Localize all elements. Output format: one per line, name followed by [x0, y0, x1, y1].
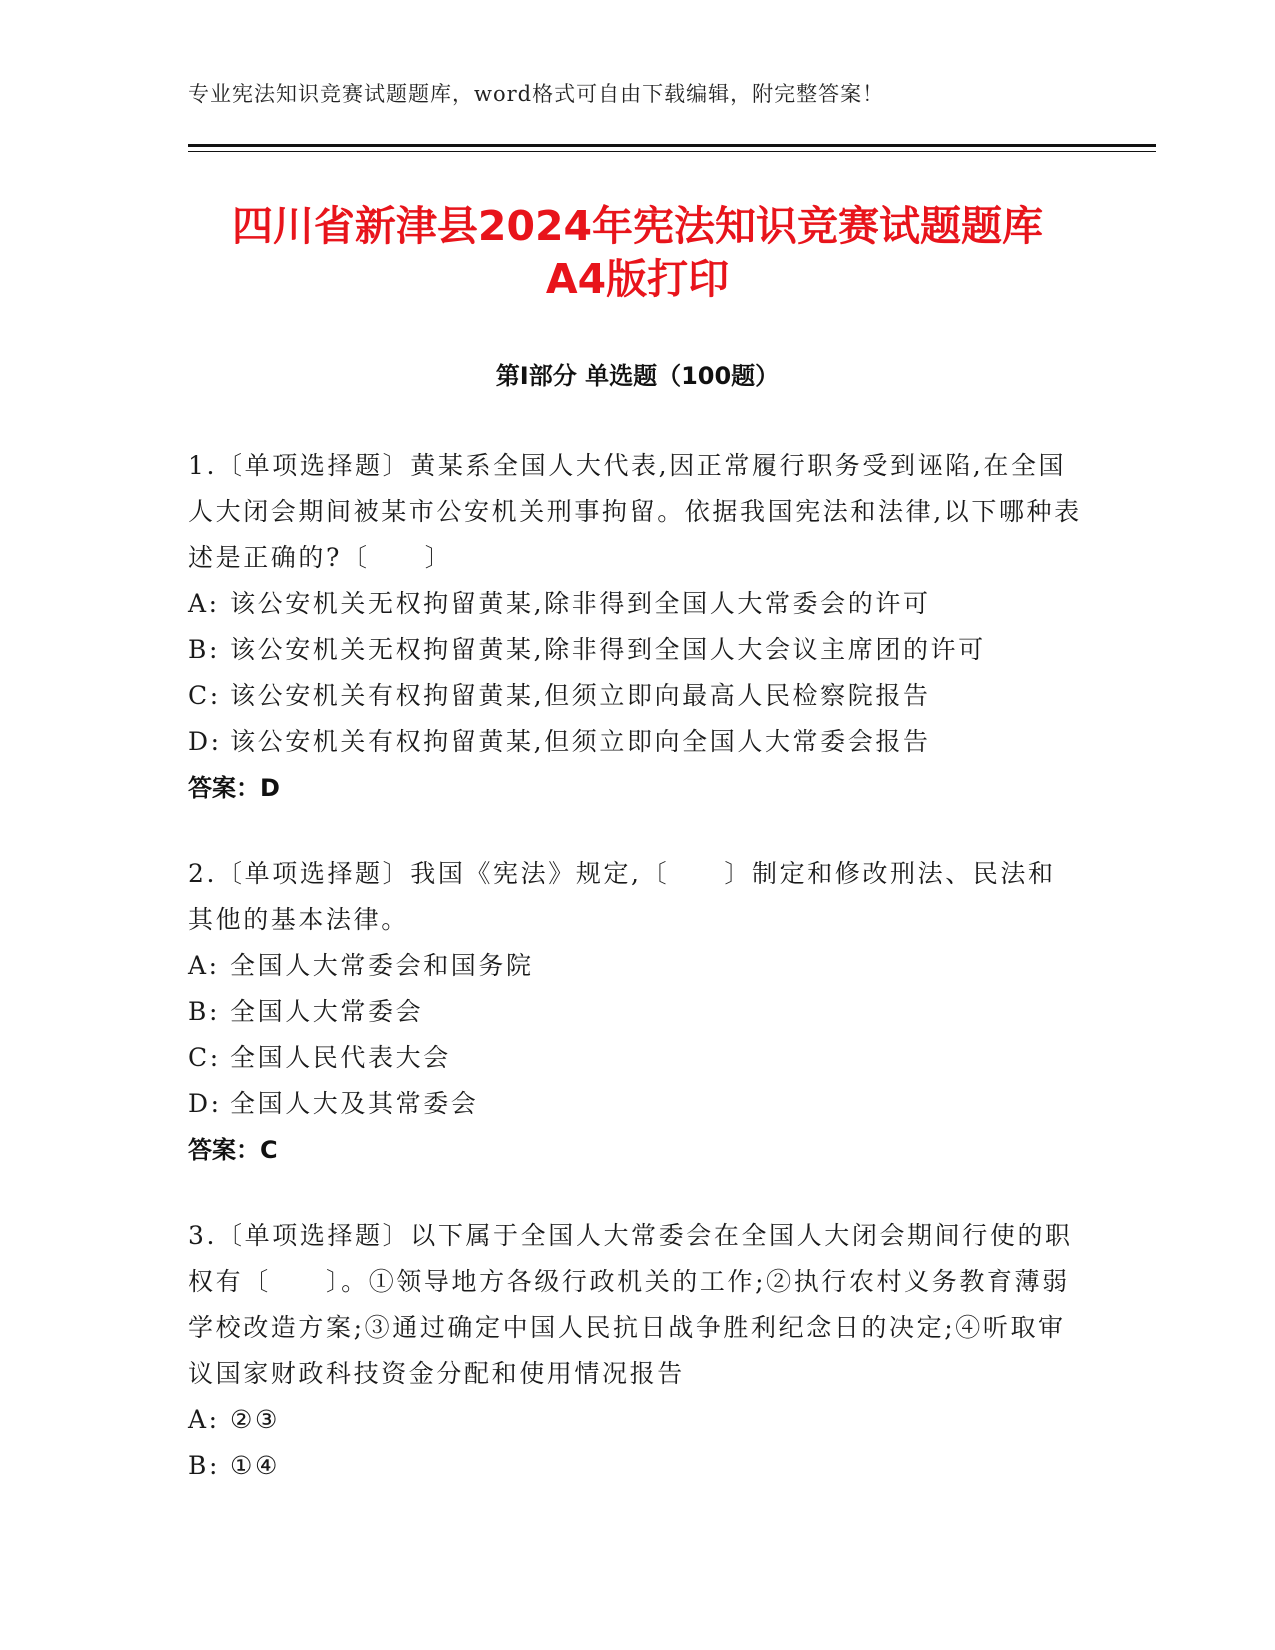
option-c [188, 1035, 1083, 1081]
title-line-2: A4版打印 [545, 255, 730, 303]
question-3 [188, 1213, 1083, 1489]
option-text: 该公安机关有权拘留黄某,但须立即向最高人民检察院报告 [230, 681, 931, 710]
option-letter: B: [188, 635, 220, 664]
question-stem: 1.〔单项选择题〕黄某系全国人大代表,因正常履行职务受到诬陷,在全国人大闭会期间被某市公安机关刑事拘留。依据我国宪法和法律,以下哪种表述是正确的?〔 〕 [188, 451, 1082, 572]
option-b [188, 627, 1083, 673]
question-2 [188, 851, 1083, 1173]
option-c [188, 673, 1083, 719]
question-list [188, 443, 1083, 1529]
header-note: 专业宪法知识竞赛试题题库，word格式可自由下载编辑，附完整答案！ [188, 82, 885, 106]
title-line-1: 四川省新津县2024年宪法知识竞赛试题题库 [231, 202, 1044, 250]
option-text: ②③ [230, 1405, 281, 1434]
option-letter: D: [188, 1089, 222, 1118]
option-text: ①④ [230, 1451, 281, 1480]
option-a [188, 581, 1083, 627]
question-stem: 3.〔单项选择题〕以下属于全国人大常委会在全国人大闭会期间行使的职权有〔 〕。①领导地方各级行政机关的工作;②执行农村义务教育薄弱学校改造方案;③通过确定中国人民抗日战争胜利纪念日的决定;④听取审议国家财政科技资金分配和使用情况报告 [188, 1221, 1073, 1388]
answer-line: 答案：C [188, 1136, 278, 1164]
option-a [188, 1397, 1083, 1443]
question-stem: 2.〔单项选择题〕我国《宪法》规定,〔 〕制定和修改刑法、民法和其他的基本法律。 [188, 859, 1056, 934]
option-letter: A: [188, 589, 220, 618]
document-title [140, 200, 1135, 306]
option-text: 该公安机关无权拘留黄某,除非得到全国人大常委会的许可 [230, 589, 931, 618]
option-letter: B: [188, 997, 220, 1026]
option-text: 全国人大常委会 [230, 997, 424, 1026]
header-rule-thick [188, 144, 1156, 147]
option-letter: C: [188, 681, 221, 710]
option-text: 全国人大常委会和国务院 [230, 951, 534, 980]
option-letter: D: [188, 727, 222, 756]
option-text: 该公安机关无权拘留黄某,除非得到全国人大会议主席团的许可 [230, 635, 986, 664]
option-text: 全国人大及其常委会 [230, 1089, 479, 1118]
answer-line: 答案：D [188, 774, 280, 802]
question-1 [188, 443, 1083, 811]
option-b [188, 1443, 1083, 1489]
option-b [188, 989, 1083, 1035]
option-letter: A: [188, 1405, 220, 1434]
option-d [188, 719, 1083, 765]
option-letter: A: [188, 951, 220, 980]
option-d [188, 1081, 1083, 1127]
option-letter: B: [188, 1451, 220, 1480]
option-text: 全国人民代表大会 [230, 1043, 451, 1072]
section-heading: 第Ⅰ部分 单选题（100题） [495, 362, 780, 390]
header-rule-thin [188, 151, 1156, 152]
option-letter: C: [188, 1043, 221, 1072]
option-a [188, 943, 1083, 989]
option-text: 该公安机关有权拘留黄某,但须立即向全国人大常委会报告 [230, 727, 931, 756]
